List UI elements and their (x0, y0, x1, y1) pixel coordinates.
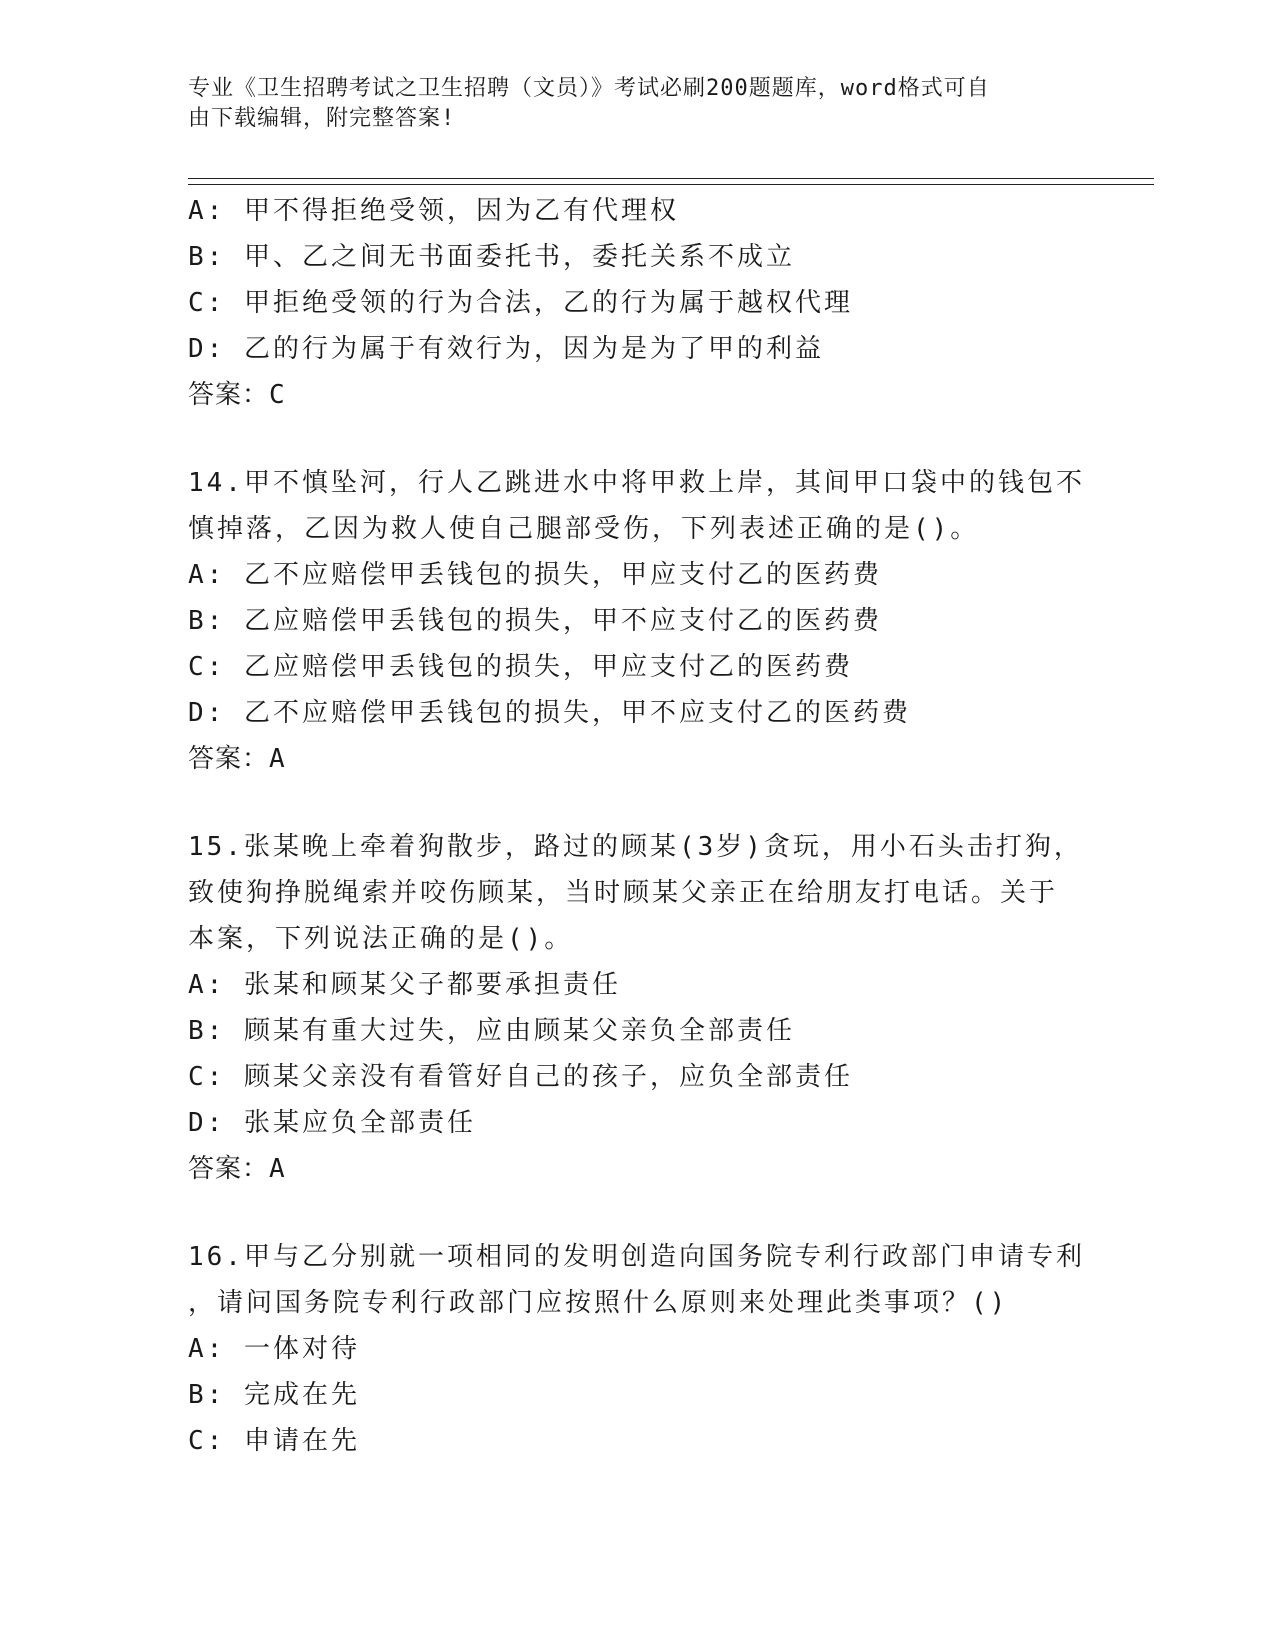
option-b: B: 顾某有重大过失，应由顾某父亲负全部责任 (188, 1016, 795, 1046)
question-stem-line: 14.甲不慎坠河，行人乙跳进水中将甲救上岸，其间甲口袋中的钱包不 (188, 468, 1085, 498)
option-c: C: 顾某父亲没有看管好自己的孩子，应负全部责任 (188, 1062, 853, 1092)
answer: 答案：A (188, 744, 286, 774)
question-stem-line: 慎掉落，乙因为救人使自己腿部受伤，下列表述正确的是()。 (188, 514, 980, 544)
question-stem-line: 16.甲与乙分别就一项相同的发明创造向国务院专利行政部门申请专利 (188, 1242, 1085, 1272)
option-a: A: 一体对待 (188, 1334, 360, 1364)
question-16 (188, 1234, 1088, 1464)
question-14 (188, 460, 1088, 782)
option-d: D: 乙的行为属于有效行为，因为是为了甲的利益 (188, 334, 824, 364)
question-stem-line: ，请问国务院专利行政部门应按照什么原则来处理此类事项？() (188, 1288, 1009, 1318)
question-13 (188, 188, 1088, 418)
option-a: A: 乙不应赔偿甲丢钱包的损失，甲应支付乙的医药费 (188, 560, 882, 590)
header-line-2: 由下载编辑，附完整答案! (188, 106, 456, 131)
answer: 答案：C (188, 380, 286, 410)
header-divider-bottom (188, 184, 1154, 185)
option-a: A: 张某和顾某父子都要承担责任 (188, 970, 621, 1000)
option-d: D: 张某应负全部责任 (188, 1108, 476, 1138)
header-divider-top (188, 178, 1154, 179)
question-15 (188, 824, 1088, 1192)
question-stem-line: 本案，下列说法正确的是()。 (188, 924, 574, 954)
option-c: C: 申请在先 (188, 1426, 360, 1456)
option-a: A: 甲不得拒绝受领，因为乙有代理权 (188, 196, 679, 226)
header-line-1: 专业《卫生招聘考试之卫生招聘（文员）》考试必刷200题题库，word格式可自 (188, 76, 990, 101)
option-c: C: 甲拒绝受领的行为合法，乙的行为属于越权代理 (188, 288, 853, 318)
question-stem-line: 致使狗挣脱绳索并咬伤顾某，当时顾某父亲正在给朋友打电话。关于 (188, 878, 1059, 908)
option-b: B: 甲、乙之间无书面委托书，委托关系不成立 (188, 242, 795, 272)
document-header (188, 74, 1088, 134)
option-b: B: 乙应赔偿甲丢钱包的损失，甲不应支付乙的医药费 (188, 606, 882, 636)
option-d: D: 乙不应赔偿甲丢钱包的损失，甲不应支付乙的医药费 (188, 698, 911, 728)
answer: 答案：A (188, 1154, 286, 1184)
question-list (188, 188, 1088, 1464)
question-stem-line: 15.张某晚上牵着狗散步，路过的顾某(3岁)贪玩，用小石头击打狗， (188, 832, 1083, 862)
option-b: B: 完成在先 (188, 1380, 360, 1410)
option-c: C: 乙应赔偿甲丢钱包的损失，甲应支付乙的医药费 (188, 652, 853, 682)
